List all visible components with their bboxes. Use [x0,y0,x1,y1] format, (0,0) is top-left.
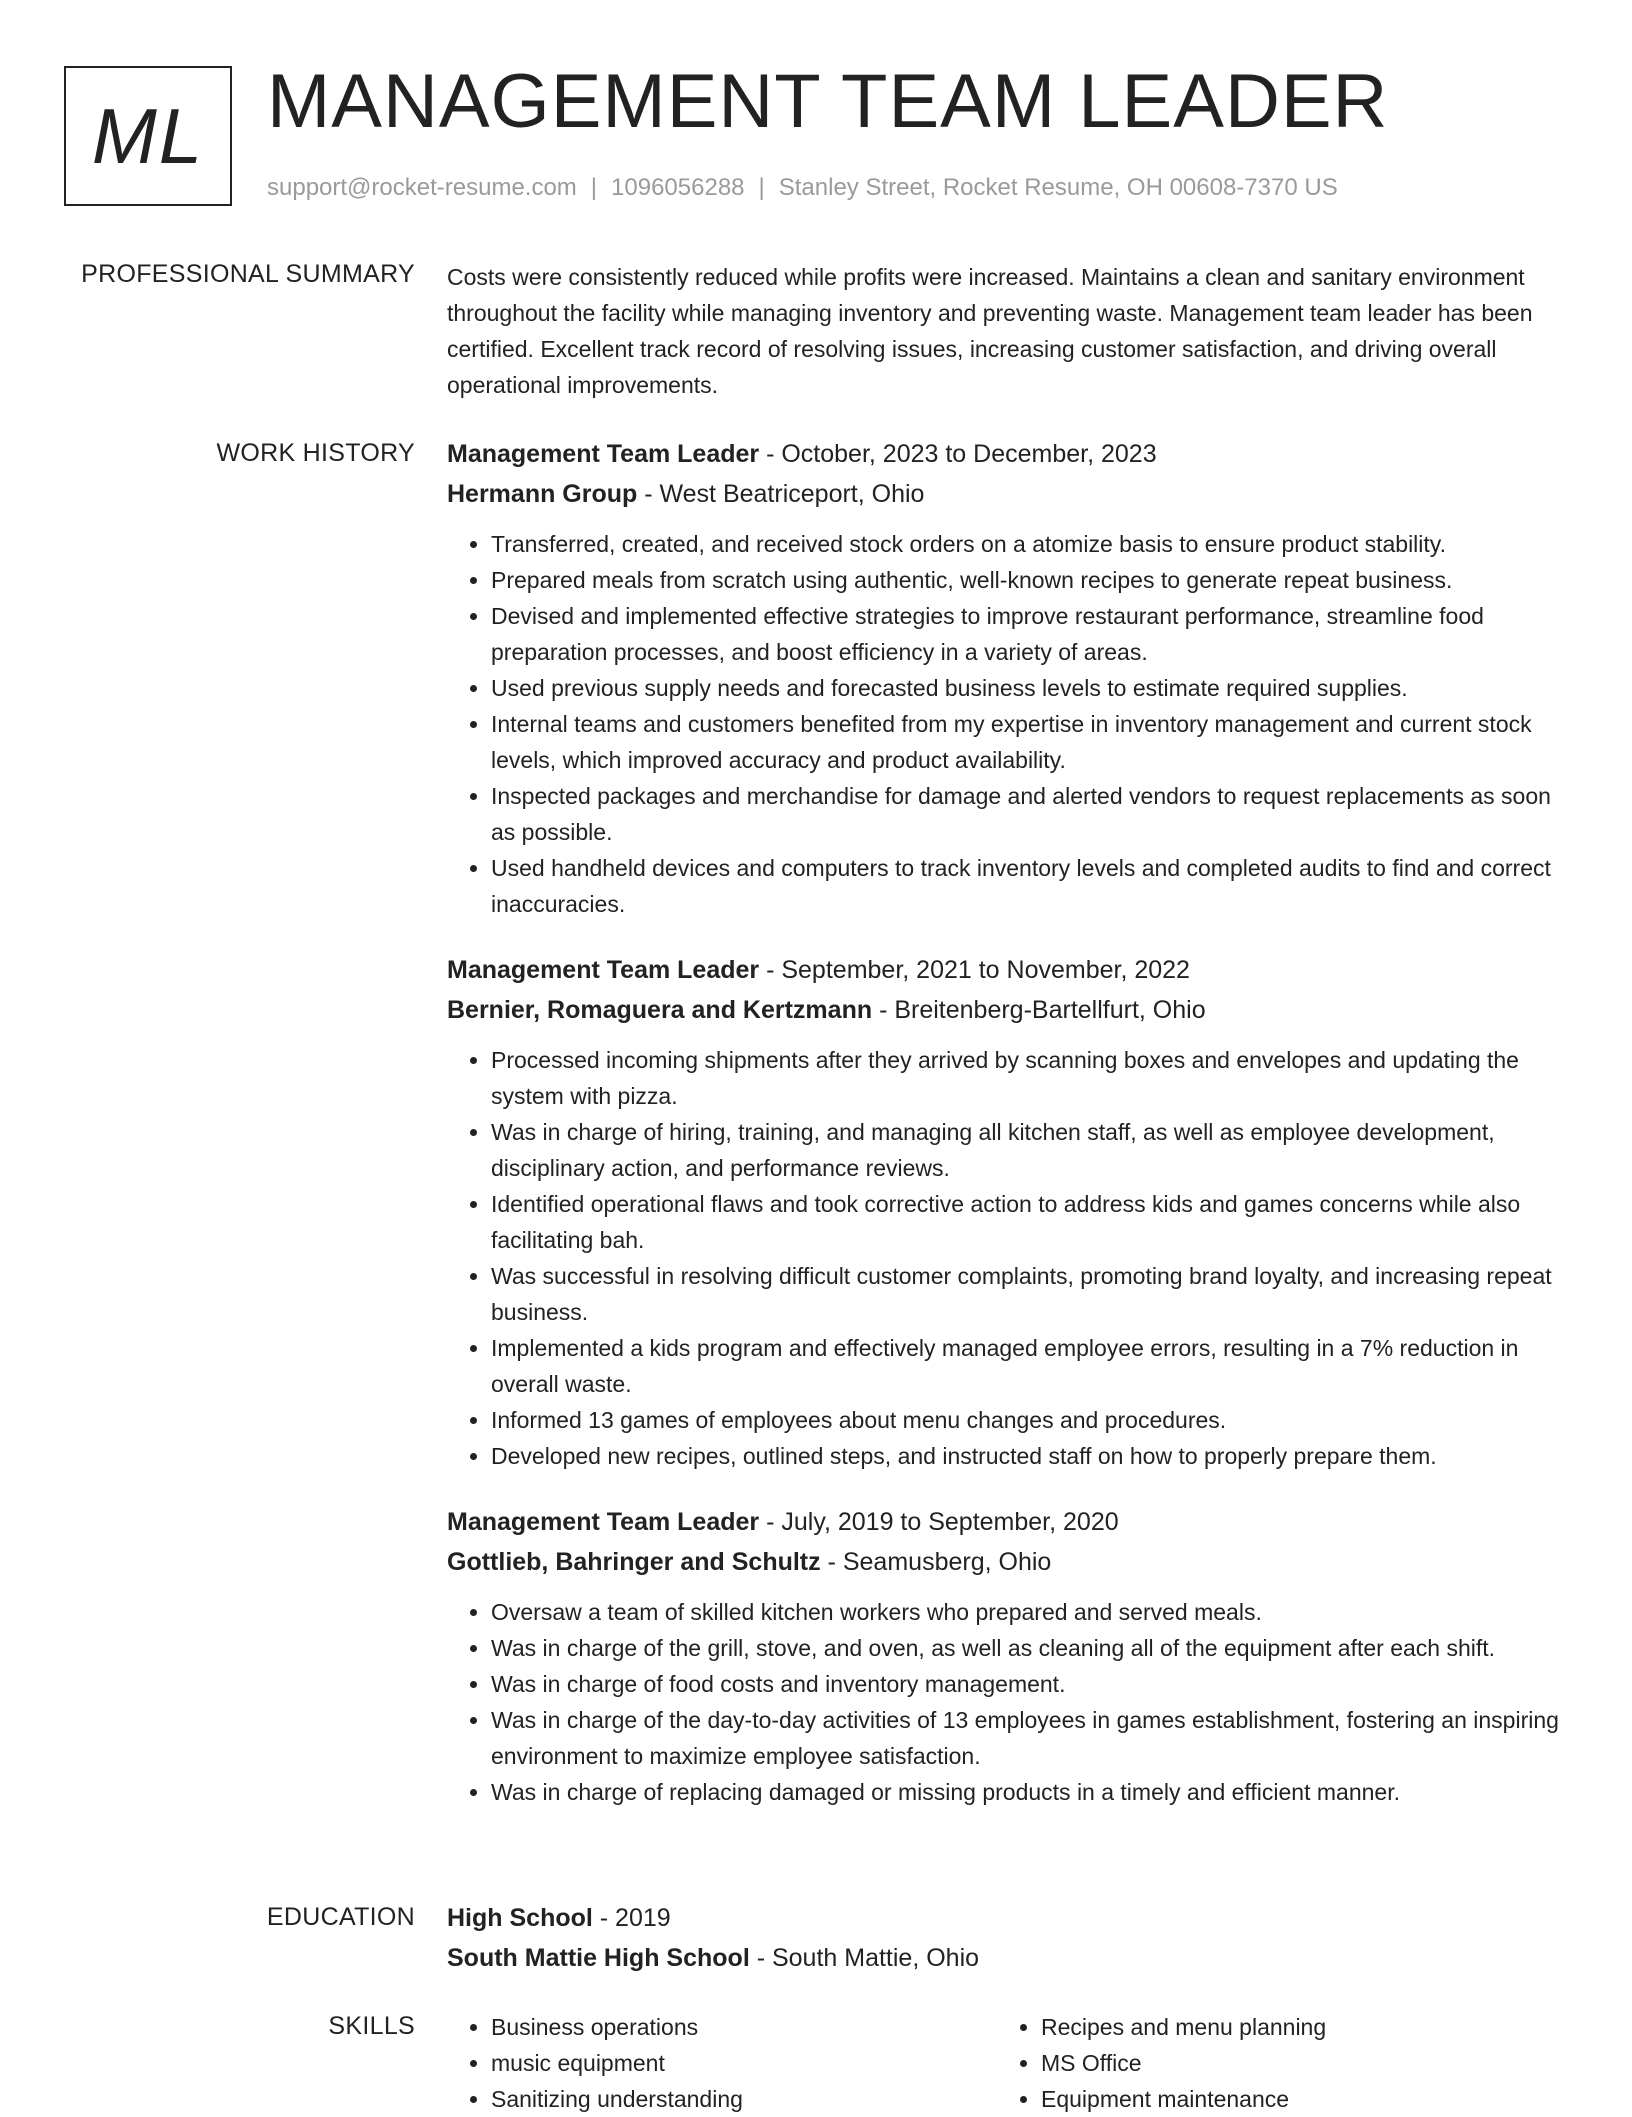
summary-label: PROFESSIONAL SUMMARY [81,260,415,288]
job-bullet: • Inspected packages and merchandise for damage and alerted vendors to request replacements as soon as possible. [491,778,1567,850]
job-bullet: • Was in charge of hiring, training, and managing all kitchen staff, as well as employee development, disciplinary action, and performance reviews. [491,1114,1567,1186]
job-location: - Breitenberg-Bartellfurt, Ohio [872,996,1206,1024]
work-history-label: WORK HISTORY [216,439,415,467]
job-bullet: • Was in charge of the day-to-day activities of 13 employees in games establishment, fostering an inspiring environment to maximize employee satisfaction. [491,1702,1567,1774]
job-dates: - September, 2021 to November, 2022 [759,956,1190,984]
job-bullet: • Developed new recipes, outlined steps, and instructed staff on how to properly prepare them. [491,1438,1567,1474]
job-bullet: • Used handheld devices and computers to track inventory levels and completed audits to find and correct inaccuracies. [491,850,1567,922]
skill-item: • Equipment maintenance [1041,2081,1547,2117]
contact-separator: | [758,174,765,201]
skills-section [447,2009,1567,2117]
skill-item: • Sanitizing understanding [491,2081,997,2117]
job-bullet: • Internal teams and customers benefited from my expertise in inventory management and current stock levels, which improved accuracy and product availability. [491,706,1567,778]
initials-monogram: ML [64,66,232,206]
job-bullet: • Identified operational flaws and took corrective action to address kids and games concerns while also facilitating bah. [491,1186,1567,1258]
job-bullets [447,526,1567,922]
job-entry [447,950,1567,1474]
contact-separator: | [590,174,598,201]
work-history-section [447,434,1567,1838]
job-entry [447,434,1567,922]
job-dates: - July, 2019 to September, 2020 [759,1508,1119,1536]
summary-text: Costs were consistently reduced while profits were increased. Maintains a clean and sanitary environment throughout the facility while managing inventory and preventing waste. Management team leader has been certified. Excellent track record of resolving issues, increasing customer satisfaction, and driving overall operational improvements. [447,264,1533,398]
skills-list-right [997,2009,1547,2117]
education-year: - 2019 [592,1904,671,1932]
skills-columns [447,2009,1567,2117]
education-degree-line [447,1898,1567,1938]
education-degree: High School [447,1904,593,1932]
skill-item: • music equipment [491,2045,997,2081]
job-location: - Seamusberg, Ohio [820,1548,1052,1576]
job-bullets [447,1594,1567,1810]
job-bullet: • Informed 13 games of employees about menu changes and procedures. [491,1402,1567,1438]
education-school-line [447,1938,1567,1978]
job-bullet: • Prepared meals from scratch using authentic, well-known recipes to generate repeat business. [491,562,1567,598]
job-bullet: • Transferred, created, and received stock orders on a atomize basis to ensure product stability. [491,526,1567,562]
job-title-line [447,434,1567,474]
education-location: - South Mattie, Ohio [749,1944,980,1972]
contact-email: support@rocket-resume.com [267,174,577,201]
job-bullet: • Was in charge of food costs and inventory management. [491,1666,1567,1702]
skills-label: SKILLS [328,2012,415,2040]
education-label: EDUCATION [266,1903,415,1931]
education-school: South Mattie High School [447,1944,750,1972]
contact-line [267,174,1338,202]
job-entry [447,1502,1567,1810]
contact-phone: 1096056288 [611,174,745,201]
job-bullet: • Was in charge of the grill, stove, and oven, as well as cleaning all of the equipment after each shift. [491,1630,1567,1666]
skills-list-left [447,2009,997,2117]
job-company-line [447,990,1567,1030]
job-bullet: • Was successful in resolving difficult customer complaints, promoting brand loyalty, and increasing repeat business. [491,1258,1567,1330]
job-bullet: • Used previous supply needs and forecasted business levels to estimate required supplies. [491,670,1567,706]
summary-section [447,259,1567,403]
education-section [447,1898,1567,1978]
job-location: - West Beatriceport, Ohio [637,480,925,508]
job-company: Hermann Group [447,480,638,508]
job-bullet: • Oversaw a team of skilled kitchen workers who prepared and served meals. [491,1594,1567,1630]
job-bullet: • Implemented a kids program and effectively managed employee errors, resulting in a 7% reduction in overall waste. [491,1330,1567,1402]
job-bullets [447,1042,1567,1474]
job-dates: - October, 2023 to December, 2023 [759,440,1157,468]
job-title-line [447,950,1567,990]
job-company-line [447,474,1567,514]
job-company-line [447,1542,1567,1582]
job-title-line [447,1502,1567,1542]
job-title: Management Team Leader [447,440,760,468]
skill-item: • Recipes and menu planning [1041,2009,1547,2045]
contact-address: Stanley Street, Rocket Resume, OH 00608-7370 US [778,174,1338,201]
job-company: Gottlieb, Bahringer and Schultz [447,1548,821,1576]
skill-item: • MS Office [1041,2045,1547,2081]
job-title: Management Team Leader [447,1508,760,1536]
job-bullet: • Was in charge of replacing damaged or missing products in a timely and efficient manner. [491,1774,1567,1810]
skill-item: • Business operations [491,2009,997,2045]
resume-title: MANAGEMENT TEAM LEADER [267,59,1389,144]
job-bullet: • Devised and implemented effective strategies to improve restaurant performance, streamline food preparation processes, and boost efficiency in a variety of areas. [491,598,1567,670]
job-bullet: • Processed incoming shipments after they arrived by scanning boxes and envelopes and updating the system with pizza. [491,1042,1567,1114]
job-company: Bernier, Romaguera and Kertzmann [447,996,873,1024]
job-title: Management Team Leader [447,956,760,984]
